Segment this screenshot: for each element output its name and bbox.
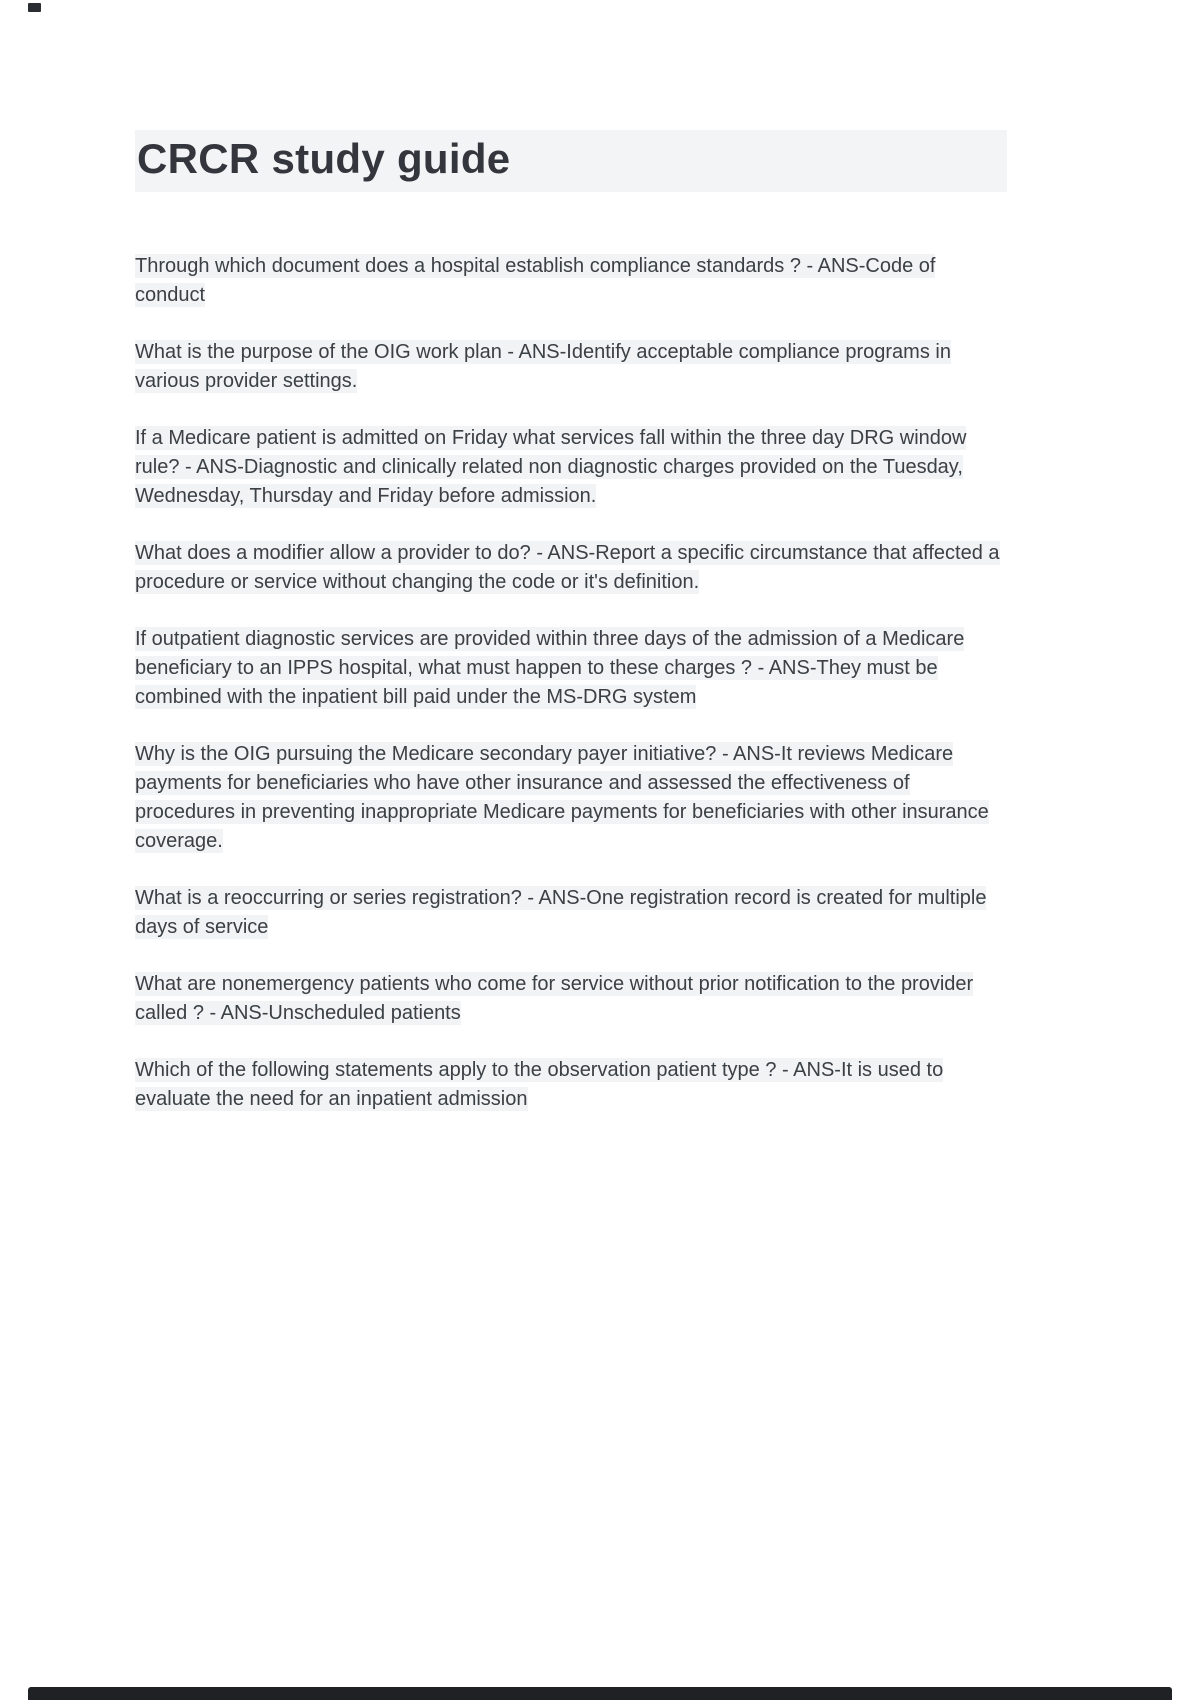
qa-text: Which of the following statements apply to the observation patient type ? - ANS-It is used to evaluate the need for an inpatient admission [135,1059,944,1110]
document-title [135,130,1007,192]
qa-text: What is the purpose of the OIG work plan - ANS-Identify acceptable compliance programs in various provider settings. [135,341,951,392]
qa-paragraph [135,970,1007,1028]
qa-paragraph [135,884,1007,942]
qa-text: What is a reoccurring or series registration? - ANS-One registration record is created for multiple days of service [135,887,987,938]
qa-text: Through which document does a hospital establish compliance standards ? - ANS-Code of conduct [135,255,936,306]
qa-text: Why is the OIG pursuing the Medicare secondary payer initiative? - ANS-It reviews Medicare payments for beneficiaries who have other insurance and assessed the effectiveness of procedures in preventing inappropriate Medicare payments for beneficiaries with other insurance coverage. [135,743,989,852]
qa-text: What are nonemergency patients who come for service without prior notification to the provider called ? - ANS-Unscheduled patients [135,973,974,1024]
document-content [135,130,1007,1142]
qa-text: What does a modifier allow a provider to do? - ANS-Report a specific circumstance that affected a procedure or service without changing the code or it's definition. [135,542,1000,593]
qa-paragraph [135,424,1007,511]
qa-paragraph [135,539,1007,597]
corner-artifact [28,3,41,12]
qa-paragraph [135,625,1007,712]
qa-paragraph [135,338,1007,396]
qa-paragraph [135,252,1007,310]
qa-text: If a Medicare patient is admitted on Friday what services fall within the three day DRG window rule? - ANS-Diagnostic and clinically related non diagnostic charges provided on the Tuesday, Wednesday, Thursday and Friday before admission. [135,427,967,507]
document-title-text: CRCR study guide [137,135,511,182]
qa-text: If outpatient diagnostic services are provided within three days of the admission of a Medicare beneficiary to an IPPS hospital, what must happen to these charges ? - ANS-They must be combined with the inpatient bill paid under the MS-DRG system [135,628,965,708]
qa-paragraph [135,1056,1007,1114]
qa-paragraph [135,740,1007,856]
bottom-bar [28,1687,1172,1700]
